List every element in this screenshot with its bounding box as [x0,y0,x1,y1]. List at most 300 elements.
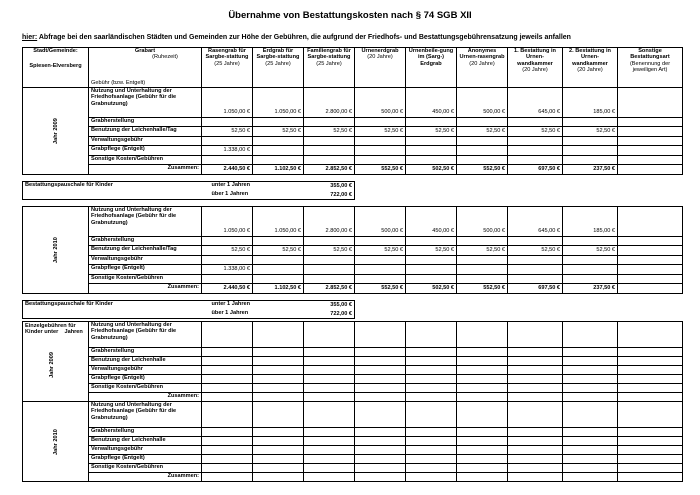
value-cell [304,402,355,428]
row-label: Nutzung und Unterhaltung der Friedhofsanlage (Gebühr für die Grabnutzung) [89,207,202,237]
value-cell [355,384,406,393]
value-cell [508,464,563,473]
pauschale-u1: unter 1 Jahren [202,182,304,191]
value-cell [304,473,355,482]
value-cell [406,256,457,265]
value-cell [202,473,253,482]
value-cell [457,156,508,165]
pauschale-u1: unter 1 Jahren [202,301,304,310]
value-cell: 500,00 € [457,207,508,237]
row-label: Grabherstellung [89,118,202,127]
value-cell: 2.800,00 € [304,207,355,237]
value-cell [457,473,508,482]
value-cell [253,357,304,366]
value-cell [563,156,618,165]
row-label: Grabpflege (Entgelt) [89,265,202,275]
value-cell [457,384,508,393]
header-col [457,48,508,88]
value-cell [202,322,253,348]
row-label: Grabherstellung [89,237,202,246]
value-cell: 2.852,50 € [304,165,355,175]
value-cell [618,256,683,265]
value-cell [355,464,406,473]
value-cell [618,455,683,464]
value-cell: 52,50 € [253,246,304,256]
value-cell [202,455,253,464]
value-cell [253,375,304,384]
value-cell [304,322,355,348]
col-sub: (20 Jahre) [577,67,603,74]
col-sub: (20 Jahre) [367,54,393,61]
value-cell [618,284,683,294]
value-cell [202,137,253,146]
value-cell [457,455,508,464]
value-cell [618,165,683,175]
value-cell [508,375,563,384]
value-cell [406,275,457,284]
subtitle-prefix: hier: [22,34,38,41]
year-label: Jahr 2009 [23,88,89,175]
value-cell [202,256,253,265]
kinder-year-label: Jahr 2009 [49,352,55,378]
value-cell [406,237,457,246]
value-cell [253,146,304,156]
value-cell [563,428,618,437]
value-cell: 645,00 € [508,207,563,237]
value-cell [457,366,508,375]
value-cell: 552,50 € [457,165,508,175]
value-cell: 52,50 € [457,246,508,256]
value-cell: 1.050,00 € [253,88,304,118]
value-cell [406,473,457,482]
value-cell [457,348,508,357]
col-title: Urnenbeile-gung im (Sarg-) Erdgrab [408,48,454,67]
col-title: 2. Bestattung in Urnen-wandkammer [569,48,611,67]
value-cell [508,137,563,146]
row-label: Zusammen: [89,393,202,402]
value-cell [253,402,304,428]
value-cell: 52,50 € [508,127,563,137]
value-cell [202,357,253,366]
col-sub: (20 Jahre) [469,60,495,67]
value-cell [304,357,355,366]
spacer [355,310,683,319]
value-cell [355,146,406,156]
value-cell [406,393,457,402]
value-cell [508,118,563,127]
value-cell [304,348,355,357]
value-cell: 1.050,00 € [202,207,253,237]
value-cell [618,473,683,482]
value-cell: 645,00 € [508,88,563,118]
value-cell [406,428,457,437]
value-cell [563,357,618,366]
row-label: Verwaltungsgebühr [89,137,202,146]
value-cell [304,265,355,275]
col-title: Urnenerdgrab [361,48,399,54]
value-cell [406,402,457,428]
value-cell [618,322,683,348]
value-cell [406,357,457,366]
value-cell [355,275,406,284]
row-label: Sonstige Kosten/Gebühren [89,275,202,284]
value-cell [563,464,618,473]
value-cell [508,146,563,156]
value-cell [406,375,457,384]
value-cell: 552,50 € [355,165,406,175]
subtitle [22,34,571,41]
value-cell [618,384,683,393]
value-cell [406,455,457,464]
value-cell [304,384,355,393]
value-cell [508,437,563,446]
value-cell [406,265,457,275]
value-cell: 1.050,00 € [253,207,304,237]
value-cell [202,366,253,375]
value-cell [304,156,355,165]
row-label: Grabherstellung [89,348,202,357]
row-label: Sonstige Kosten/Gebühren [89,156,202,165]
value-cell [253,348,304,357]
value-cell [355,437,406,446]
value-cell [508,322,563,348]
value-cell [304,256,355,265]
value-cell [508,455,563,464]
value-cell [304,428,355,437]
value-cell: 1.102,50 € [253,165,304,175]
header-col [355,48,406,88]
costs-table [22,47,683,319]
header-col [406,48,457,88]
kinder-year-label: Jahr 2010 [23,402,89,482]
value-cell: 697,50 € [508,165,563,175]
value-cell: 52,50 € [457,127,508,137]
value-cell [563,275,618,284]
pauschale-v1: 355,00 € [304,182,355,191]
value-cell [508,357,563,366]
value-cell [618,348,683,357]
value-cell [355,156,406,165]
value-cell [202,464,253,473]
gebuehr-label: Gebühr (bzw. Entgelt) [91,79,146,86]
value-cell [618,464,683,473]
row-label: Sonstige Kosten/Gebühren [89,464,202,473]
value-cell [508,446,563,455]
subtitle-text: Abfrage bei den saarländischen Städten und Gemeinden zur Höhe der Gebühren, die aufgrund der Friedhofs- und Bestattungsgebührensatzung jeweils anfallen [37,34,571,41]
spacer [23,294,683,301]
value-cell [406,156,457,165]
pauschale-ue1: über 1 Jahren [202,191,304,200]
value-cell [355,322,406,348]
value-cell [457,437,508,446]
col-sub: (25 Jahre) [214,60,240,67]
value-cell [304,446,355,455]
header-col [618,48,683,88]
spacer [355,301,683,310]
value-cell: 52,50 € [406,127,457,137]
value-cell: 2.440,50 € [202,284,253,294]
row-label: Nutzung und Unterhaltung der Friedhofsanlage (Gebühr für die Grabnutzung) [89,402,202,428]
header-col [508,48,563,88]
row-label: Grabpflege (Entgelt) [89,455,202,464]
ruhezeit-label: (Ruhezeit) [152,54,178,61]
value-cell [563,384,618,393]
value-cell [508,256,563,265]
value-cell [202,348,253,357]
value-cell [253,384,304,393]
value-cell [618,156,683,165]
value-cell [618,375,683,384]
value-cell: 52,50 € [406,246,457,256]
spacer [355,191,683,200]
value-cell [618,118,683,127]
value-cell: 1.338,00 € [202,265,253,275]
value-cell [202,428,253,437]
value-cell [304,437,355,446]
value-cell [202,437,253,446]
value-cell [406,366,457,375]
grabart-label: Grabart [134,48,156,54]
value-cell [253,473,304,482]
value-cell: 500,00 € [355,88,406,118]
value-cell: 52,50 € [202,127,253,137]
value-cell [304,146,355,156]
row-label: Benutzung der Leichenhalle [89,357,202,366]
value-cell [355,137,406,146]
value-cell [508,473,563,482]
value-cell [457,393,508,402]
value-cell [563,446,618,455]
value-cell: 500,00 € [355,207,406,237]
row-label: Grabpflege (Entgelt) [89,146,202,156]
value-cell [253,256,304,265]
value-cell [457,357,508,366]
value-cell: 52,50 € [304,246,355,256]
value-cell [355,393,406,402]
value-cell [457,265,508,275]
value-cell: 237,50 € [563,284,618,294]
pauschale-blank [23,310,202,319]
value-cell [457,137,508,146]
value-cell [304,275,355,284]
value-cell [304,464,355,473]
col-title: Anonymes Urnen-rasengrab [459,48,505,61]
value-cell [355,265,406,275]
value-cell [508,393,563,402]
value-cell: 697,50 € [508,284,563,294]
value-cell [618,446,683,455]
value-cell [202,402,253,428]
value-cell [508,348,563,357]
value-cell [202,237,253,246]
value-cell: 500,00 € [457,88,508,118]
row-label: Grabherstellung [89,428,202,437]
row-label: Zusammen: [89,165,202,175]
row-label: Benutzung der Leichenhalle/Tag [89,127,202,137]
value-cell [618,393,683,402]
value-cell [253,118,304,127]
value-cell [304,137,355,146]
value-cell [304,393,355,402]
value-cell [253,393,304,402]
value-cell [457,464,508,473]
value-cell [355,375,406,384]
value-cell: 52,50 € [202,246,253,256]
value-cell [618,137,683,146]
value-cell [355,446,406,455]
value-cell: 502,50 € [406,165,457,175]
year-label: Jahr 2010 [23,207,89,294]
value-cell: 1.102,50 € [253,284,304,294]
value-cell [457,402,508,428]
value-cell [457,256,508,265]
value-cell [563,118,618,127]
header-col [253,48,304,88]
row-label: Grabpflege (Entgelt) [89,375,202,384]
value-cell [563,455,618,464]
spacer [23,200,683,207]
col-title: Rasengrab für Sargbe-stattung [205,48,249,61]
value-cell: 52,50 € [304,127,355,137]
value-cell [457,275,508,284]
value-cell [563,402,618,428]
kinder-table [22,321,683,482]
value-cell [355,402,406,428]
pauschale-label: Bestattungspauschale für Kinder [23,301,202,310]
value-cell [355,118,406,127]
value-cell [508,275,563,284]
value-cell: 185,00 € [563,88,618,118]
value-cell [563,265,618,275]
value-cell [202,384,253,393]
value-cell [457,118,508,127]
value-cell [202,275,253,284]
value-cell [508,265,563,275]
value-cell [304,237,355,246]
value-cell: 52,50 € [508,246,563,256]
value-cell [406,118,457,127]
value-cell [253,137,304,146]
value-cell: 450,00 € [406,207,457,237]
value-cell [563,375,618,384]
value-cell [508,428,563,437]
value-cell [618,237,683,246]
col-title: Sonstige Bestattungsart [630,48,670,61]
pauschale-blank [23,191,202,200]
value-cell [618,88,683,118]
value-cell [406,348,457,357]
value-cell [457,237,508,246]
value-cell [355,428,406,437]
value-cell [457,446,508,455]
pauschale-v1: 355,00 € [304,301,355,310]
row-label: Benutzung der Leichenhalle [89,437,202,446]
value-cell: 237,50 € [563,165,618,175]
value-cell [406,437,457,446]
row-label: Benutzung der Leichenhalle/Tag [89,246,202,256]
value-cell [406,384,457,393]
value-cell [508,156,563,165]
value-cell [253,455,304,464]
value-cell [253,428,304,437]
value-cell: 552,50 € [457,284,508,294]
value-cell: 52,50 € [563,127,618,137]
pauschale-v2: 722,00 € [304,310,355,319]
value-cell [304,375,355,384]
row-label: Zusammen: [89,284,202,294]
col-sub: (Benennung der jeweiligen Art) [629,60,671,74]
value-cell [355,455,406,464]
value-cell [406,146,457,156]
value-cell [563,393,618,402]
row-label: Verwaltungsgebühr [89,446,202,455]
value-cell [355,473,406,482]
value-cell: 552,50 € [355,284,406,294]
value-cell: 1.050,00 € [202,88,253,118]
col-sub: (20 Jahre) [522,67,548,74]
value-cell [253,275,304,284]
header-col [563,48,618,88]
value-cell [618,146,683,156]
value-cell [563,146,618,156]
value-cell [355,348,406,357]
value-cell [618,275,683,284]
value-cell: 450,00 € [406,88,457,118]
value-cell [563,473,618,482]
value-cell [563,437,618,446]
kinder-year [23,322,89,402]
row-label: Verwaltungsgebühr [89,256,202,265]
pauschale-v2: 722,00 € [304,191,355,200]
value-cell [253,437,304,446]
value-cell [355,366,406,375]
value-cell [563,237,618,246]
value-cell [253,366,304,375]
value-cell [457,428,508,437]
value-cell [304,366,355,375]
value-cell [202,393,253,402]
col-title: Familiengrab für Sargbe-stattung [307,48,351,61]
value-cell: 2.852,50 € [304,284,355,294]
value-cell [355,237,406,246]
value-cell: 52,50 € [253,127,304,137]
value-cell [618,366,683,375]
value-cell [508,384,563,393]
city-label: Stadt/Gemeinde: [33,48,78,54]
value-cell [253,322,304,348]
value-cell [406,137,457,146]
value-cell [304,455,355,464]
value-cell [618,402,683,428]
col-sub: (25 Jahre) [316,60,342,67]
value-cell [618,207,683,237]
value-cell [253,265,304,275]
row-label: Verwaltungsgebühr [89,366,202,375]
value-cell [202,118,253,127]
header-city [23,48,89,88]
value-cell [563,322,618,348]
value-cell [618,246,683,256]
col-title: 1. Bestattung in Urnen-wandkammer [514,48,556,67]
value-cell [406,322,457,348]
pauschale-label: Bestattungspauschale für Kinder [23,182,202,191]
value-cell [304,118,355,127]
spacer [23,175,683,182]
value-cell [618,127,683,137]
kinder-label: Einzelgebühren für Kinder unter Jahren [25,323,83,336]
value-cell [508,402,563,428]
value-cell [355,256,406,265]
